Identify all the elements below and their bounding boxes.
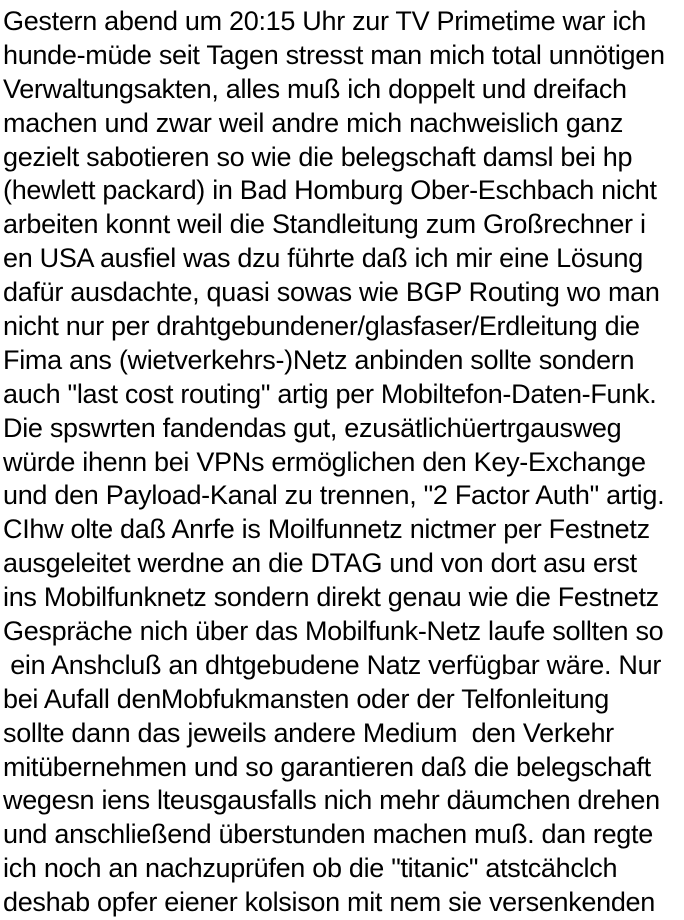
text-line: en USA ausfiel was dzu führte daß ich mir eine Lösung — [3, 243, 643, 274]
text-line: arbeiten konnt weil die Standleitung zum Großrechner i — [3, 209, 646, 240]
text-line: ich noch an nachzuprüfen ob die "titanic" atstcähclch — [3, 853, 618, 884]
text-line: und anschließend überstunden machen muß. dan regte — [3, 819, 653, 850]
text-line: ausgeleitet werdne an die DTAG und von dort asu erst — [3, 548, 637, 579]
document-text — [3, 5, 684, 920]
text-line: gezielt sabotieren so wie die belegschaft damsl bei hp — [3, 141, 633, 172]
text-line: würde ihenn bei VPNs ermöglichen den Key-Exchange — [3, 446, 646, 477]
text-line: ins Mobilfunknetz sondern direkt genau wie die Festnetz — [3, 582, 659, 613]
text-line: deshab opfer eiener kolsison mit nem sie versenkenden — [3, 887, 655, 918]
text-line: mitübernehmen und so garantieren daß die belegschaft — [3, 751, 651, 782]
text-line: (hewlett packard) in Bad Homburg Ober-Eschbach nicht — [3, 175, 657, 206]
text-line: wegesn iens lteusgausfalls nich mehr däumchen drehen — [3, 785, 660, 816]
text-line: machen und zwar weil andre mich nachweislich ganz — [3, 107, 624, 138]
text-line: CIhw olte daß Anrfe is Moilfunnetz nictmer per Festnetz — [3, 514, 650, 545]
text-line: dafür ausdachte, quasi sowas wie BGP Routing wo man — [3, 277, 660, 308]
text-line: Gespräche nich über das Mobilfunk-Netz laufe sollten so — [3, 616, 664, 647]
text-line: und den Payload-Kanal zu trennen, "2 Factor Auth" artig. — [3, 480, 665, 511]
text-line: Verwaltungsakten, alles muß ich doppelt und dreifach — [3, 73, 627, 104]
text-line: Die spswrten fandendas gut, ezusätlichüertrgausweg — [3, 412, 622, 443]
text-line: Gestern abend um 20:15 Uhr zur TV Primetime war ich — [3, 6, 646, 36]
text-line: bei Aufall denMobfukmansten oder der Telfonleitung — [3, 683, 609, 714]
text-line: ein Anshcluß an dhtgebudene Natz verfügbar wäre. Nur — [3, 649, 662, 680]
text-line: nicht nur per drahtgebundener/glasfaser/Erdleitung die — [3, 311, 640, 342]
text-line: hunde-müde seit Tagen stresst man mich total unnötigen — [3, 39, 665, 70]
text-line: auch "last cost routing" artig per Mobiltefon-Daten-Funk. — [3, 378, 657, 409]
text-line: Fima ans (wietverkehrs-)Netz anbinden sollte sondern — [3, 344, 635, 375]
text-line: sollte dann das jeweils andere Medium den Verkehr — [3, 717, 614, 748]
